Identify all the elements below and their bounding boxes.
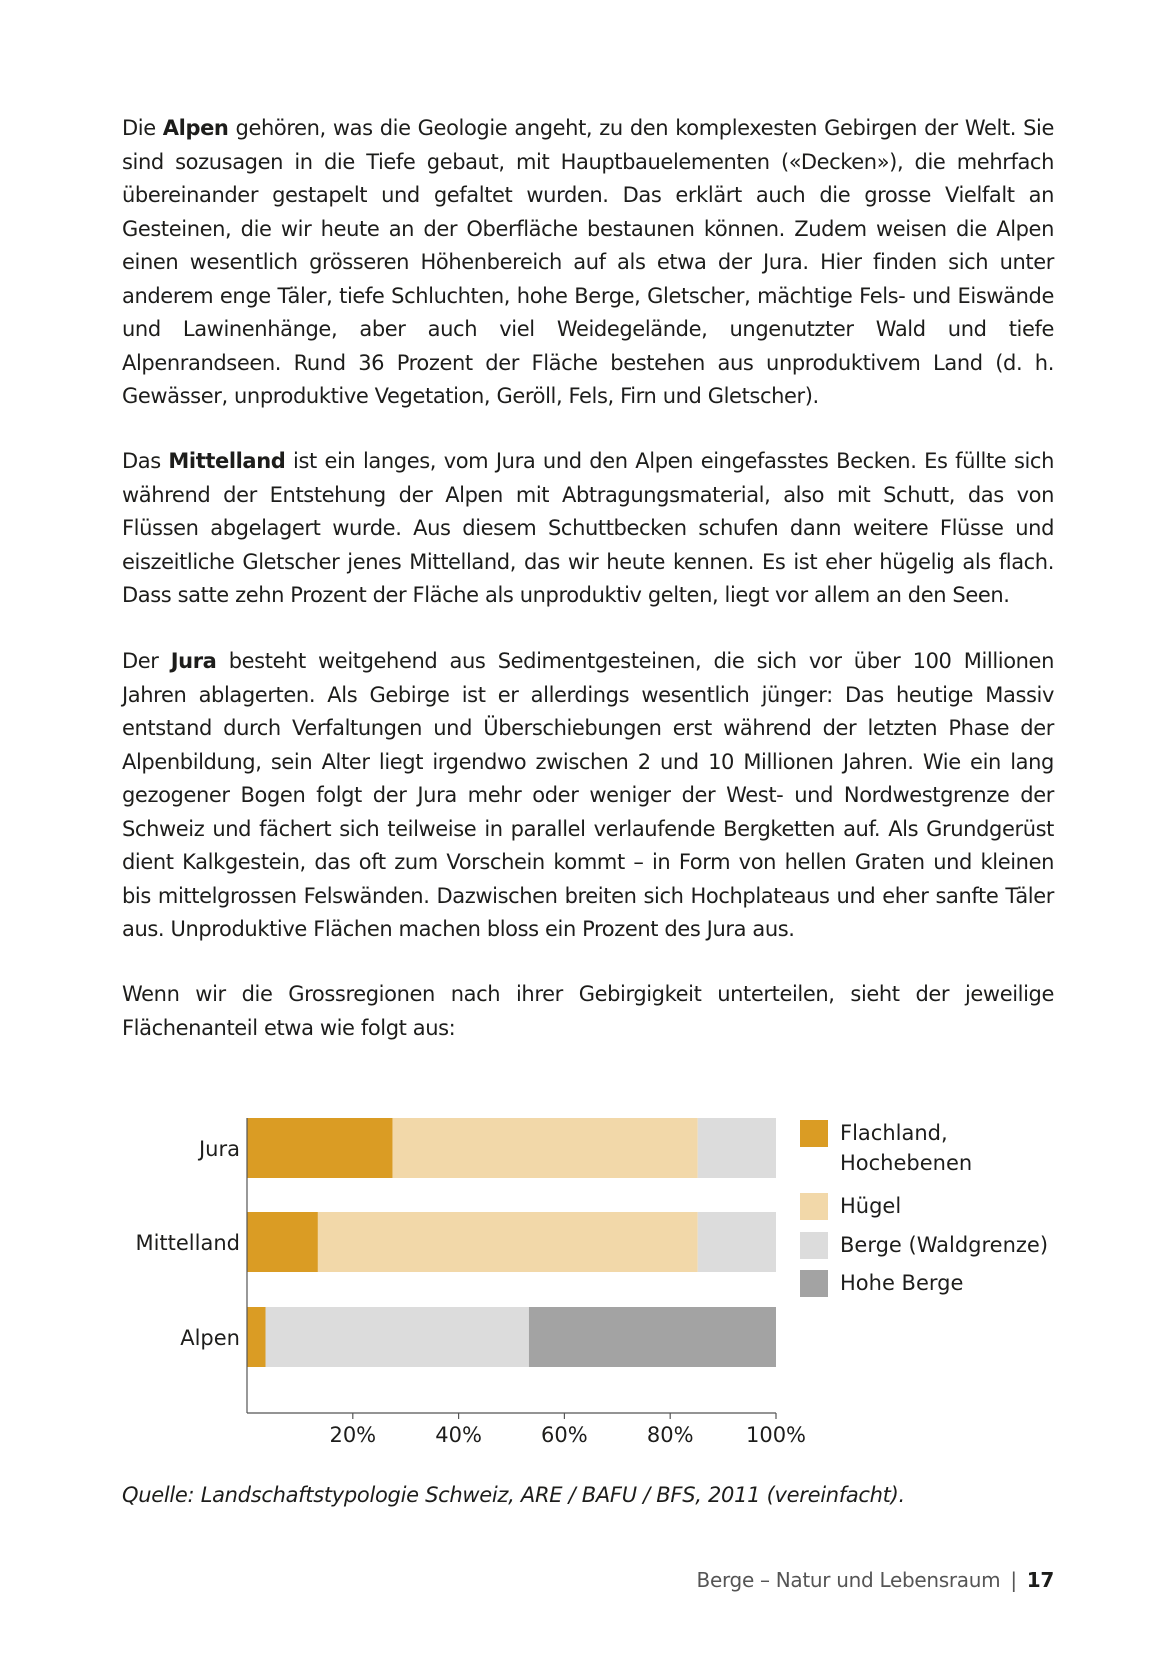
bar-mittelland-berge-waldgrenze <box>698 1212 776 1272</box>
page-number: 17 <box>1026 1568 1054 1592</box>
paragraph-intro-chart <box>122 978 1054 1045</box>
chart-legend <box>800 1120 1048 1297</box>
category-labels <box>135 1137 240 1350</box>
page-footer <box>697 1568 1054 1592</box>
legend-swatch-flachland-hochebenen <box>800 1120 828 1147</box>
category-label-mittelland: Mittelland <box>135 1231 240 1255</box>
category-label-jura: Jura <box>198 1137 240 1161</box>
x-tick-label: 80% <box>646 1423 694 1447</box>
paragraph-jura <box>122 645 1054 947</box>
paragraph-lead-term: Jura <box>170 649 217 673</box>
bar-alpen-hohe-berge <box>529 1307 776 1367</box>
stacked-bar-chart <box>110 1090 1070 1460</box>
x-tick-label: 20% <box>329 1423 377 1447</box>
bar-jura-hügel <box>392 1118 697 1178</box>
x-tick-label: 100% <box>745 1423 807 1447</box>
paragraph-body: ist ein langes, vom Jura und den Alpen eingefasstes Becken. Es füllte sich während der Entstehung der Alpen mit Abtragungsmaterial, also mit Schutt, das von Flüssen abgelagert wurde. Aus diesem Schuttbecken schufen dann weitere Flüsse und eiszeitliche Gletscher jenes Mittelland, das wir heute kennen. Es ist eher hügelig als flach. Dass satte zehn Prozent der Fläche als unproduktiv gelten, liegt vor allem an den Seen. <box>122 449 1054 607</box>
paragraph-lead-term: Mittelland <box>168 449 286 473</box>
chart-bars <box>247 1118 776 1367</box>
paragraph-alpen <box>122 112 1054 414</box>
footer-separator: | <box>1010 1568 1017 1592</box>
paragraph-body: Wenn wir die Grossregionen nach ihrer Gebirgigkeit unterteilen, sieht der jeweilige Flächenanteil etwa wie folgt aus: <box>122 982 1054 1040</box>
x-tick-label: 60% <box>541 1423 588 1447</box>
bar-mittelland-hügel <box>318 1212 698 1272</box>
bar-mittelland-flachland-hochebenen <box>247 1212 318 1272</box>
paragraph-lead-prefix: Das <box>122 449 169 473</box>
paragraph-lead-prefix: Die <box>122 116 163 140</box>
bar-alpen-flachland-hochebenen <box>247 1307 266 1367</box>
paragraph-lead-prefix: Der <box>122 649 171 673</box>
paragraph-mittelland <box>122 445 1054 613</box>
bar-alpen-berge-waldgrenze <box>266 1307 529 1367</box>
legend-swatch-hügel <box>800 1193 828 1220</box>
footer-title: Berge – Natur und Lebensraum <box>696 1568 1001 1592</box>
category-label-alpen: Alpen <box>180 1326 240 1350</box>
paragraph-body: besteht weitgehend aus Sedimentgesteinen, die sich vor über 100 Millionen Jahren ablagerten. Als Gebirge ist er allerdings wesentlich jünger: Das heutige Massiv entstand durch Verfaltungen und Überschiebungen erst während der letzten Phase der Alpenbildung, sein Alter liegt irgendwo zwischen 2 und 10 Millionen Jahren. Wie ein lang gezogener Bogen folgt der Jura mehr oder weniger der West- und Nordwestgrenze der Schweiz und fächert sich teilweise in parallel verlaufende Bergketten auf. Als Grundgerüst dient Kalkgestein, das oft zum Vorschein kommt – in Form von hellen Graten und kleinen bis mittelgrossen Felswänden. Dazwischen breiten sich Hochplateaus und eher sanfte Täler aus. Unproduktive Flächen machen bloss ein Prozent des Jura aus. <box>122 649 1054 941</box>
bar-jura-flachland-hochebenen <box>247 1118 392 1178</box>
legend-swatch-berge-waldgrenze <box>800 1232 828 1259</box>
x-axis-ticks <box>329 1413 806 1447</box>
legend-label-hügel: Hügel <box>840 1194 902 1218</box>
legend-label-hohe-berge: Hohe Berge <box>840 1271 964 1295</box>
paragraph-lead-term: Alpen <box>162 116 229 140</box>
legend-label-berge-waldgrenze: Berge (Waldgrenze) <box>840 1233 1049 1257</box>
x-tick-label: 40% <box>435 1423 482 1447</box>
paragraph-body: gehören, was die Geologie angeht, zu den komplexesten Gebirgen der Welt. Sie sind sozusagen in die Tiefe gebaut, mit Hauptbauelementen («Decken»), die mehrfach übereinander gestapelt und gefaltet wurden. Das erklärt auch die grosse Vielfalt an Gesteinen, die wir heute an der Oberfläche bestaunen können. Zudem weisen die Alpen einen wesentlich grösseren Höhenbereich auf als etwa der Jura. Hier finden sich unter anderem enge Täler, tiefe Schluchten, hohe Berge, Gletscher, mächtige Fels- und Eiswände und Lawinenhänge, aber auch viel Weidegelände, ungenutzter Wald und tiefe Alpenrandseen. Rund 36 Prozent der Fläche bestehen aus unproduktivem Land (d. h. Gewässer, unproduktive Vegetation, Geröll, Fels, Firn und Gletscher). <box>122 116 1054 408</box>
legend-swatch-hohe-berge <box>800 1270 828 1297</box>
source-caption: Quelle: Landschaftstypologie Schweiz, ARE / BAFU / BFS, 2011 (vereinfacht). <box>122 1483 905 1507</box>
bar-jura-berge-waldgrenze <box>698 1118 776 1178</box>
legend-label-flachland-hochebenen: Flachland, Hochebenen <box>840 1121 973 1175</box>
